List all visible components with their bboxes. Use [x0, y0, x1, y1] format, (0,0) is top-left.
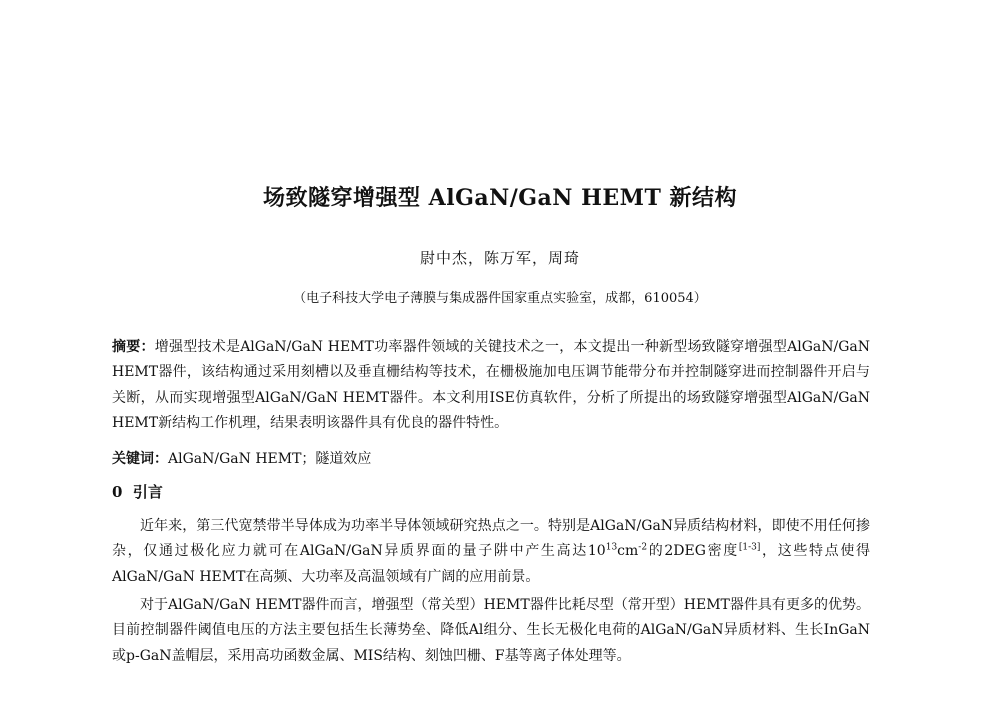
abstract — [112, 335, 870, 437]
intro1-text-c: 的2DEG密度 — [647, 543, 739, 560]
intro1-exponent-2: -2 — [638, 542, 648, 553]
keywords-label: 关键词： — [112, 451, 168, 467]
abstract-text: 增强型技术是AlGaN/GaN HEMT功率器件领域的关键技术之一，本文提出一种新型场致隧穿增强型AlGaN/GaN HEMT器件，该结构通过采用刻槽以及垂直栅结构等技术，在栅极施加电压调节能带分布并控制隧穿进而控制器件开启与关断，从而实现增强型AlGaN/GaN HEMT器件。本文利用ISE仿真软件，分析了所提出的场致隧穿增强型AlGaN/GaN HEMT新结构工作机理，结果表明该器件具有优良的器件特性。 — [112, 339, 871, 432]
intro-paragraph-2: 对于AlGaN/GaN HEMT器件而言，增强型（常关型）HEMT器件比耗尽型（常开型）HEMT器件具有更多的优势。目前控制器件阈值电压的方法主要包括生长薄势垒、降低Al组分、生长无极化电荷的AlGaN/GaN异质材料、生长InGaN或p-GaN盖帽层，采用高功函数金属、MIS结构、刻蚀凹栅、F基等离子体处理等。 — [112, 597, 870, 664]
intro1-exponent-1: 13 — [605, 542, 618, 553]
citation-ref: [1-3] — [738, 542, 761, 553]
intro1-text-a: 近年来，第三代宽禁带半导体成为功率半导体领域研究热点之一。特别是AlGaN/GaN异质结构材料，即使不用任何掺杂，仅通过极化应力就可在AlGaN/GaN异质界面的量子阱中产生高达10 — [112, 518, 870, 560]
section-title: 引言 — [132, 483, 163, 501]
abstract-label: 摘要： — [112, 339, 155, 355]
keywords — [112, 447, 870, 472]
paper-title: 场致隧穿增强型 AlGaN/GaN HEMT 新结构 — [262, 185, 738, 211]
intro1-text-d: ，这些特点使得AlGaN/GaN HEMT在高频、大功率及高温领域有广阔的应用前景。 — [112, 543, 870, 585]
affiliation: （电子科技大学电子薄膜与集成器件国家重点实验室，成都，610054） — [293, 291, 707, 306]
section-heading — [112, 481, 163, 502]
section-number: 0 — [112, 483, 123, 501]
intro1-text-b: cm — [617, 543, 639, 560]
intro-paragraph-1 — [112, 514, 870, 590]
keywords-text: AlGaN/GaN HEMT；隧道效应 — [168, 451, 372, 467]
authors: 尉中杰，陈万军，周琦 — [419, 249, 580, 267]
